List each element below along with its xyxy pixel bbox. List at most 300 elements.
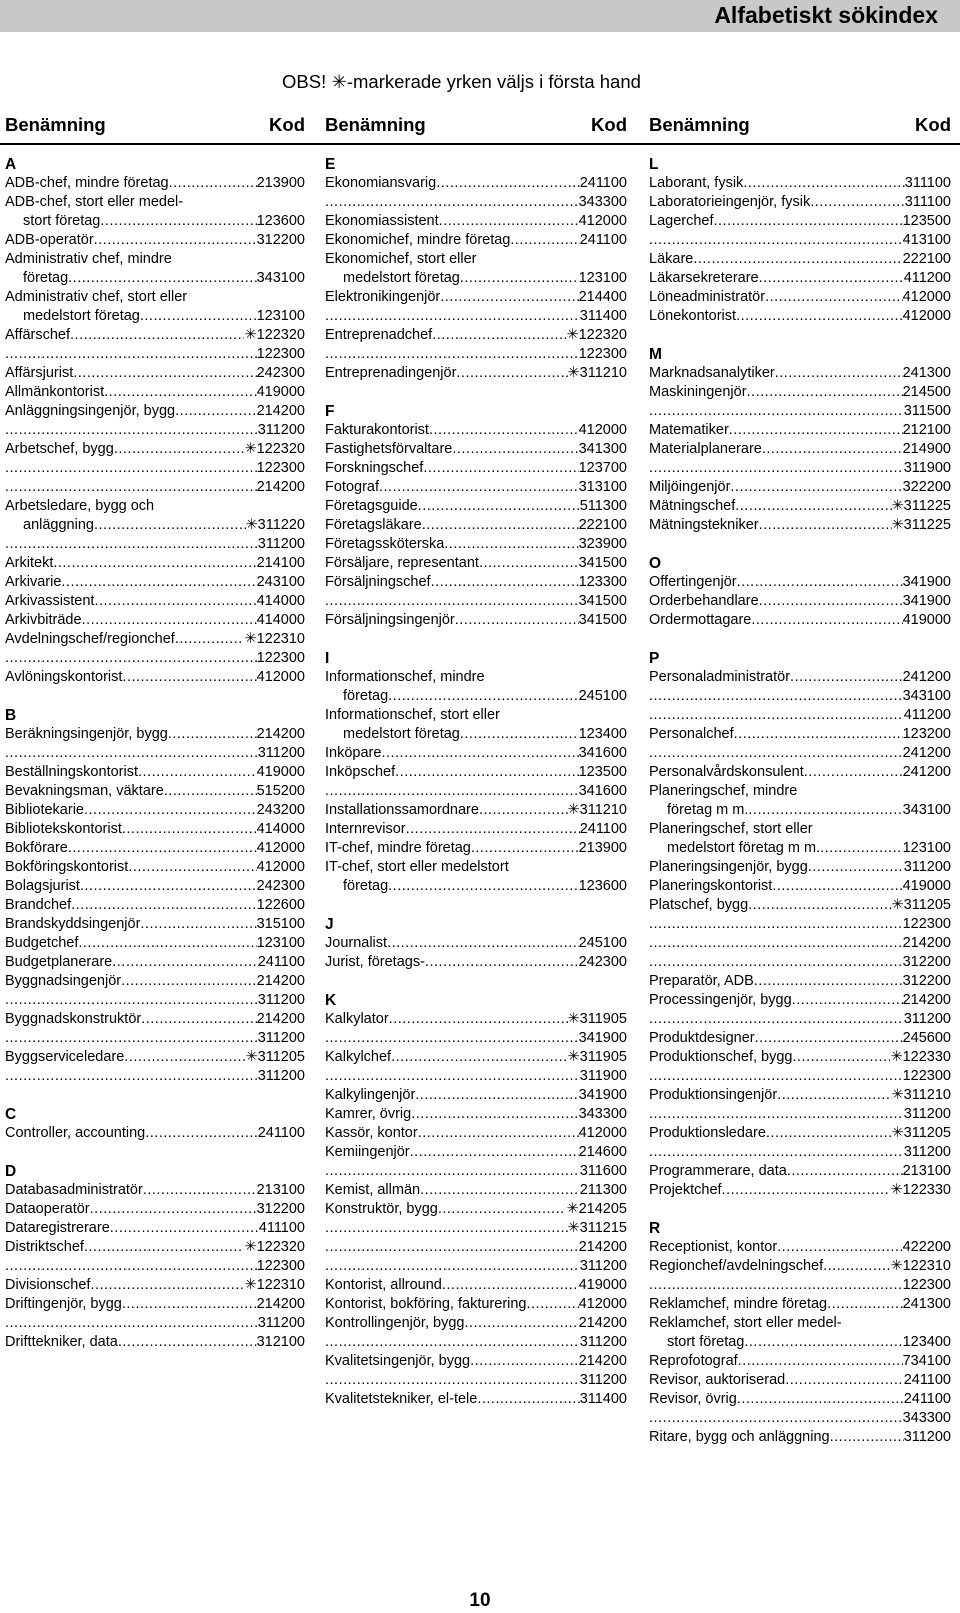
dot-leader (140, 307, 257, 326)
entry-code: 343100 (902, 802, 951, 818)
entry-code: 311400 (579, 1391, 627, 1407)
dot-leader (5, 1029, 258, 1048)
entry-code: 341500 (578, 593, 627, 609)
dot-leader (751, 611, 902, 630)
entry-name: Byggnadsingenjör (5, 973, 122, 989)
entry-code: 311200 (903, 1011, 951, 1027)
entry-code: 122300 (902, 916, 951, 932)
entry-name: Installationssamordnare (325, 802, 479, 818)
index-entry (5, 972, 305, 991)
column-header-name: Benämning (649, 114, 750, 135)
entry-code: 412000 (578, 1296, 627, 1312)
entry-name: medelstort företag (343, 270, 460, 286)
index-entry (649, 1428, 951, 1447)
dot-leader (104, 383, 256, 402)
dot-leader (325, 1219, 568, 1238)
dot-leader (168, 725, 257, 744)
entry-code: 213900 (256, 175, 305, 191)
section-letter: P (649, 650, 660, 667)
entry-name: Kalkylchef (325, 1049, 392, 1065)
index-entry (649, 972, 951, 991)
entry-code: 419000 (256, 764, 305, 780)
index-entry (5, 174, 305, 193)
entry-code: ✳122310 (890, 1258, 951, 1274)
entry-code: 311200 (257, 422, 305, 438)
header-rule (0, 143, 960, 145)
entry-code: 311200 (903, 1144, 951, 1160)
entry-code: 243100 (256, 574, 305, 590)
entry-code: 241100 (579, 232, 627, 248)
index-entry (5, 858, 305, 877)
entry-name: Regionchef/avdelningschef (649, 1258, 824, 1274)
page-number: 10 (469, 1590, 491, 1611)
index-entry-line: Arbetsledare, bygg och (5, 498, 155, 514)
index-entry (649, 801, 951, 820)
section-gap (649, 630, 951, 649)
index-entry (5, 1295, 305, 1314)
entry-code: 241100 (903, 1372, 951, 1388)
index-entry (325, 421, 627, 440)
index-entry (325, 1105, 627, 1124)
dot-leader (649, 744, 903, 763)
index-entry-line: IT-chef, stort eller medelstort (325, 859, 509, 875)
entry-name: Bibliotekskontorist (5, 821, 122, 837)
entry-name: Bokförare (5, 840, 68, 856)
entry-name: Receptionist, kontor (649, 1239, 778, 1255)
dot-leader (736, 307, 903, 326)
index-entry (5, 991, 305, 1010)
dot-leader (325, 1257, 580, 1276)
index-entry (5, 611, 305, 630)
entry-name: Personalchef (649, 726, 734, 742)
section-gap (5, 1086, 305, 1105)
index-entry (5, 440, 305, 459)
dot-leader (410, 1143, 579, 1162)
entry-code: 311200 (257, 536, 305, 552)
entry-code: 412000 (256, 859, 305, 875)
entry-code: 123500 (578, 764, 627, 780)
index-entry (5, 231, 305, 250)
entry-code: 222100 (578, 517, 627, 533)
entry-code: ✳311210 (567, 365, 627, 381)
entry-name: företag m m. (667, 802, 749, 818)
entry-code: 311500 (903, 403, 951, 419)
entry-code: 241100 (579, 821, 627, 837)
dot-leader (418, 1124, 579, 1143)
column-header-code: Kod (915, 114, 951, 135)
entry-code: 243200 (256, 802, 305, 818)
entry-name: Anläggningsingenjör, bygg (5, 403, 176, 419)
entry-name: Personalvårdskonsulent (649, 764, 804, 780)
entry-name: Arkitekt (5, 555, 54, 571)
entry-name: Orderbehandlare (649, 593, 759, 609)
entry-code: 214200 (256, 479, 305, 495)
dot-leader (395, 763, 578, 782)
entry-name: Bokföringskontorist (5, 859, 129, 875)
index-entry (325, 1162, 627, 1181)
entry-code: ✳122330 (890, 1182, 951, 1198)
dot-leader (325, 1333, 580, 1352)
index-entry (325, 782, 627, 801)
entry-name: Produktionsingenjör (649, 1087, 778, 1103)
index-entry (5, 421, 305, 440)
dot-leader (5, 1067, 258, 1086)
index-entry (325, 516, 627, 535)
dot-leader (100, 212, 256, 231)
entry-code: 122300 (256, 460, 305, 476)
entry-name: Arkivbiträde (5, 612, 82, 628)
entry-code: 511300 (579, 498, 627, 514)
dot-leader (649, 1409, 903, 1428)
index-entry (5, 345, 305, 364)
entry-name: Marknadsanalytiker (649, 365, 775, 381)
entry-code: 241100 (903, 1391, 951, 1407)
dot-leader (128, 858, 256, 877)
dot-leader (94, 231, 257, 250)
dot-leader (527, 1295, 579, 1314)
entry-name: Kemiingenjör (325, 1144, 410, 1160)
index-entry (325, 231, 627, 250)
index-entry (325, 345, 627, 364)
section-letter: F (325, 403, 335, 420)
dot-leader (325, 307, 580, 326)
entry-name: Bibliotekarie (5, 802, 84, 818)
entry-name: Projektchef (649, 1182, 722, 1198)
page-title: Alfabetiskt sökindex (714, 2, 938, 28)
dot-leader (5, 421, 258, 440)
dot-leader (387, 934, 579, 953)
dot-leader (792, 991, 903, 1010)
entry-code: 414000 (256, 821, 305, 837)
column-header-2 (325, 110, 627, 140)
index-column-1 (5, 155, 305, 1352)
index-entry (325, 212, 627, 231)
index-entry (649, 934, 951, 953)
dot-leader (754, 972, 903, 991)
dot-leader (748, 801, 902, 820)
index-entry (649, 839, 951, 858)
entry-name: Ekonomiassistent (325, 213, 439, 229)
entry-code: 214200 (578, 1353, 627, 1369)
entry-name: medelstort företag (23, 308, 140, 324)
entry-name: Kalkylingenjör (325, 1087, 416, 1103)
dot-leader (70, 326, 244, 345)
entry-code: 414000 (256, 593, 305, 609)
index-entry (649, 1105, 951, 1124)
dot-leader (460, 725, 579, 744)
index-entry (325, 1314, 627, 1333)
dot-leader (714, 212, 903, 231)
dot-leader (325, 1371, 580, 1390)
index-entry (5, 953, 305, 972)
entry-name: Reprofotograf (649, 1353, 738, 1369)
index-entry-line: ADB-chef, stort eller medel- (5, 194, 184, 210)
entry-name: Arkivarie (5, 574, 62, 590)
entry-name: Entreprenadingenjör (325, 365, 457, 381)
entry-name: Matematiker (649, 422, 729, 438)
entry-name: Programmerare, data (649, 1163, 787, 1179)
entry-name: Kontorist, allround (325, 1277, 442, 1293)
entry-name: Kassör, kontor (325, 1125, 418, 1141)
index-entry (5, 212, 305, 231)
dot-leader (649, 953, 903, 972)
entry-name: Kvalitetsingenjör, bygg (325, 1353, 471, 1369)
dot-leader (140, 915, 256, 934)
dot-leader (53, 554, 256, 573)
dot-leader (734, 725, 903, 744)
index-entry (5, 934, 305, 953)
column-headers (0, 110, 960, 140)
dot-leader (766, 1124, 892, 1143)
entry-code: ✳122310 (244, 631, 305, 647)
entry-code: 311200 (257, 1068, 305, 1084)
dot-leader (325, 782, 579, 801)
entry-code: 214500 (902, 384, 951, 400)
index-entry (649, 1371, 951, 1390)
index-entry (325, 725, 627, 744)
entry-code: 311200 (903, 859, 951, 875)
index-entry (5, 896, 305, 915)
entry-code: 123100 (256, 935, 305, 951)
index-entry (5, 1238, 305, 1257)
entry-name: företag (343, 688, 389, 704)
entry-code: 311200 (257, 1030, 305, 1046)
index-entry (649, 421, 951, 440)
dot-leader (460, 269, 579, 288)
index-entry (649, 288, 951, 307)
dot-leader (827, 1295, 903, 1314)
entry-name: stort företag (667, 1334, 745, 1350)
index-entry (649, 1143, 951, 1162)
index-entry (325, 1352, 627, 1371)
entry-name: Personaladministratör (649, 669, 791, 685)
entry-name: Reklamchef, mindre företag (649, 1296, 828, 1312)
entry-name: medelstort företag m m. (667, 840, 821, 856)
entry-code: 311200 (903, 1106, 951, 1122)
entry-code: 213900 (578, 840, 627, 856)
index-entry (325, 1048, 627, 1067)
section-letter: B (5, 707, 17, 724)
entry-code: 122300 (578, 346, 627, 362)
index-entry-line: Administrativ chef, mindre (5, 251, 172, 267)
index-entry (5, 402, 305, 421)
entry-name: Kamrer, övrig (325, 1106, 412, 1122)
entry-code: ✳122310 (244, 1277, 305, 1293)
index-entry (325, 554, 627, 573)
entry-code: 214200 (256, 726, 305, 742)
entry-name: Budgetplanerare (5, 954, 113, 970)
entry-code: 341900 (578, 1030, 627, 1046)
dot-leader (738, 1352, 903, 1371)
entry-name: Produktionsledare (649, 1125, 766, 1141)
entry-name: Kvalitetstekniker, el-tele (325, 1391, 478, 1407)
entry-name: Kontorist, bokföring, fakturering (325, 1296, 527, 1312)
entry-code: 322200 (902, 479, 951, 495)
entry-name: ADB-chef, mindre företag (5, 175, 169, 191)
entry-name: Revisor, auktoriserad (649, 1372, 786, 1388)
entry-code: 214600 (578, 1144, 627, 1160)
entry-name: Allmänkontorist (5, 384, 105, 400)
index-entry (649, 1010, 951, 1029)
entry-code: 122600 (256, 897, 305, 913)
entry-code: 241100 (257, 1125, 305, 1141)
entry-name: Processingenjör, bygg (649, 992, 792, 1008)
dot-leader (777, 1238, 902, 1257)
index-entry (5, 630, 305, 649)
index-entry-line: Planeringschef, mindre (649, 783, 798, 799)
entry-code: 123400 (578, 726, 627, 742)
section-letter: L (649, 156, 659, 173)
entry-code: 214200 (256, 403, 305, 419)
entry-code: 123600 (256, 213, 305, 229)
dot-leader (759, 269, 904, 288)
index-entry (325, 364, 627, 383)
entry-code: 123500 (902, 213, 951, 229)
index-entry (5, 1029, 305, 1048)
section-letter: E (325, 156, 336, 173)
index-entry (649, 991, 951, 1010)
index-entry (649, 1238, 951, 1257)
dot-leader (444, 535, 578, 554)
entry-name: Laboratorieingenjör, fysik (649, 194, 811, 210)
dot-leader (175, 402, 257, 421)
index-entry (5, 326, 305, 345)
entry-name: ADB-operatör (5, 232, 94, 248)
dot-leader (440, 288, 578, 307)
entry-code: 343300 (578, 1106, 627, 1122)
index-entry (325, 592, 627, 611)
dot-leader (823, 1257, 890, 1276)
dot-leader (5, 649, 257, 668)
entry-code: 341300 (578, 441, 627, 457)
section-letter: D (5, 1163, 17, 1180)
dot-leader (452, 440, 578, 459)
index-entry (5, 1333, 305, 1352)
dot-leader (456, 364, 567, 383)
dot-leader (94, 592, 256, 611)
index-entry (325, 1029, 627, 1048)
dot-leader (122, 820, 257, 839)
index-column-3 (649, 155, 951, 1447)
entry-name: Divisionschef (5, 1277, 91, 1293)
dot-leader (693, 250, 902, 269)
entry-name: Ritare, bygg och anläggning (649, 1429, 830, 1445)
entry-code: 343100 (902, 688, 951, 704)
entry-code: 419000 (578, 1277, 627, 1293)
entry-name: Försäljningsingenjör (325, 612, 455, 628)
obs-note: OBS! ✳-markerade yrken väljs i första hand (282, 71, 641, 92)
entry-name: Konstruktör, bygg (325, 1201, 438, 1217)
index-entry (325, 1295, 627, 1314)
index-entry (5, 1200, 305, 1219)
index-entry (325, 1219, 627, 1238)
section-gap (5, 687, 305, 706)
dot-leader (423, 459, 578, 478)
index-entry (5, 801, 305, 820)
entry-code: ✳122320 (244, 327, 305, 343)
dot-leader (175, 630, 245, 649)
column-header-3 (649, 110, 951, 140)
entry-code: 515200 (256, 783, 305, 799)
dot-leader (775, 364, 903, 383)
dot-leader (790, 668, 903, 687)
index-entry (325, 1124, 627, 1143)
dot-leader (747, 383, 903, 402)
dot-leader (325, 1029, 579, 1048)
entry-code: 123100 (578, 270, 627, 286)
entry-name: Arbetschef, bygg (5, 441, 114, 457)
index-entry (325, 877, 627, 896)
entry-code: 214400 (578, 289, 627, 305)
entry-name: Beräkningsingenjör, bygg (5, 726, 168, 742)
dot-leader (122, 1295, 257, 1314)
index-entry (5, 725, 305, 744)
column-header-code: Kod (591, 114, 627, 135)
entry-code: 419000 (256, 384, 305, 400)
entry-name: Miljöingenjör (649, 479, 731, 495)
index-entry (649, 440, 951, 459)
entry-code: 214200 (902, 935, 951, 951)
index-entry (649, 592, 951, 611)
entry-code: 422200 (902, 1239, 951, 1255)
index-entry (649, 497, 951, 516)
dot-leader (5, 991, 258, 1010)
index-entry (5, 364, 305, 383)
entry-code: 412000 (256, 669, 305, 685)
dot-leader (737, 1390, 904, 1409)
index-entry (5, 820, 305, 839)
dot-leader (438, 1200, 567, 1219)
entry-code: 241100 (257, 954, 305, 970)
entry-code: 412000 (256, 840, 305, 856)
dot-leader (406, 820, 580, 839)
index-entry (325, 459, 627, 478)
dot-leader (429, 421, 579, 440)
dot-leader (820, 839, 903, 858)
index-entry (5, 554, 305, 573)
entry-code: 413100 (902, 232, 951, 248)
dot-leader (121, 972, 257, 991)
entry-code: 311200 (257, 1315, 305, 1331)
index-column-2 (325, 155, 627, 1409)
entry-code: 123100 (902, 840, 951, 856)
dot-leader (649, 706, 904, 725)
index-entry (5, 1010, 305, 1029)
entry-name: Mätningschef (649, 498, 736, 514)
index-entry (649, 725, 951, 744)
dot-leader (325, 193, 579, 212)
entry-code: 242300 (256, 878, 305, 894)
index-entry (649, 763, 951, 782)
entry-code: 245100 (578, 935, 627, 951)
dot-leader (649, 687, 903, 706)
index-entry (649, 1067, 951, 1086)
dot-leader (391, 1048, 567, 1067)
entry-code: 222100 (902, 251, 951, 267)
entry-name: Bolagsjurist (5, 878, 80, 894)
dot-leader (649, 1105, 904, 1124)
entry-code: 312200 (256, 1201, 305, 1217)
index-entry (649, 706, 951, 725)
index-entry (649, 1276, 951, 1295)
entry-name: Byggnadskonstruktör (5, 1011, 142, 1027)
dot-leader (804, 763, 903, 782)
index-entry (649, 402, 951, 421)
entry-name: Brandskyddsingenjör (5, 916, 141, 932)
dot-leader (420, 1181, 580, 1200)
entry-name: Företagssköterska (325, 536, 445, 552)
entry-code: 341600 (578, 745, 627, 761)
